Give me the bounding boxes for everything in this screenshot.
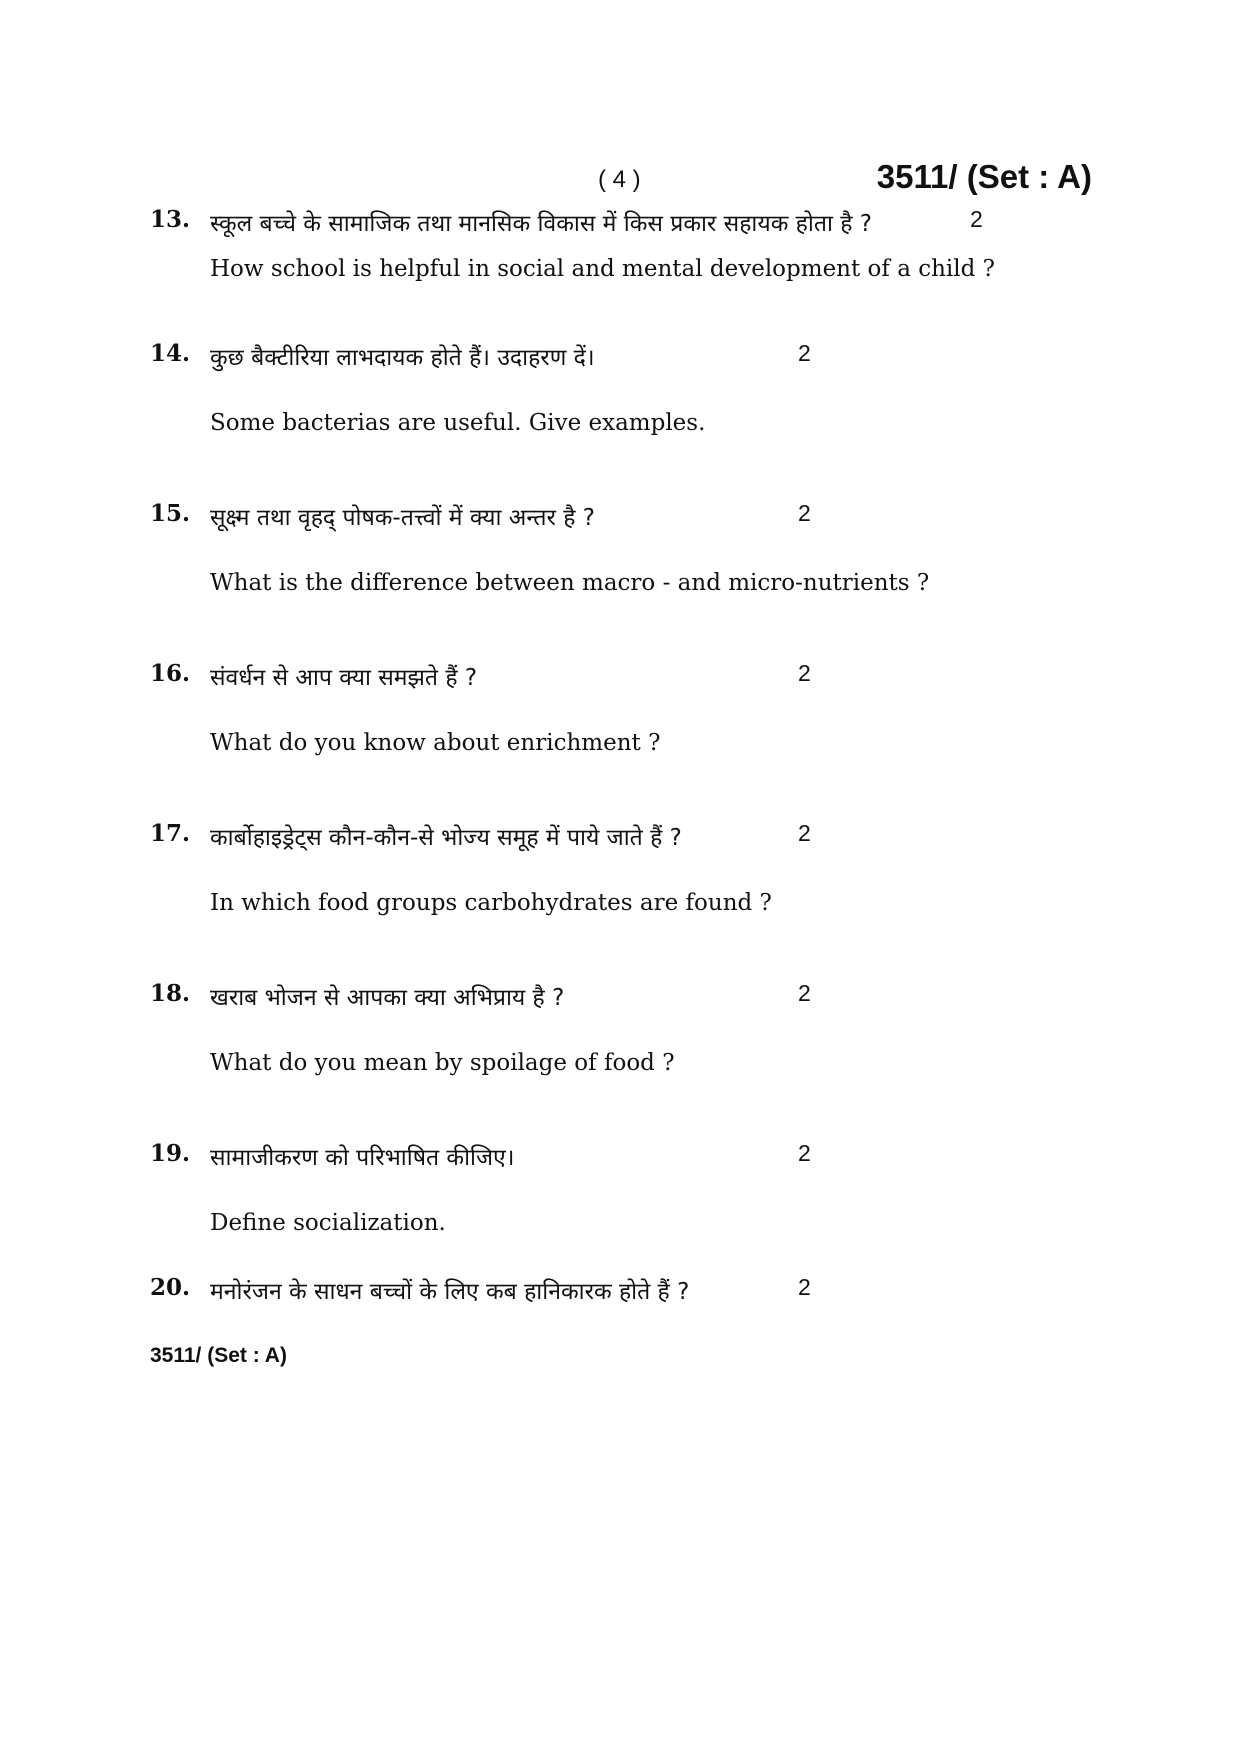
paper-code-footer: 3511/ (Set : A) bbox=[150, 1344, 287, 1367]
question-19 bbox=[150, 1140, 1050, 1236]
question-text-english: What is the difference between macro - and micro-nutrients ? bbox=[210, 570, 930, 596]
question-text-hindi: स्कूल बच्चे के सामाजिक तथा मानसिक विकास में किस प्रकार सहायक होता है ? bbox=[210, 211, 872, 237]
question-text-hindi: मनोरंजन के साधन बच्चों के लिए कब हानिकारक होते हैं ? bbox=[210, 1279, 690, 1305]
question-text-english: Some bacterias are useful. Give examples. bbox=[210, 410, 706, 436]
question-text-hindi: कुछ बैक्टीरिया लाभदायक होते हैं। उदाहरण दें। bbox=[210, 345, 595, 371]
question-number: 16. bbox=[150, 660, 191, 687]
page-number: ( 4 ) bbox=[598, 166, 641, 193]
question-text-hindi: कार्बोहाइड्रेट्स कौन-कौन-से भोज्य समूह में पाये जाते हैं ? bbox=[210, 825, 682, 851]
question-marks: 2 bbox=[798, 500, 811, 526]
question-marks: 2 bbox=[798, 1274, 811, 1300]
question-15 bbox=[150, 500, 1050, 596]
question-number: 20. bbox=[150, 1274, 191, 1301]
question-text-hindi: सूक्ष्म तथा वृहद् पोषक-तत्त्वों में क्या अन्तर है ? bbox=[210, 505, 595, 531]
question-marks: 2 bbox=[970, 206, 983, 232]
question-16 bbox=[150, 660, 1050, 756]
question-18 bbox=[150, 980, 1050, 1076]
question-marks: 2 bbox=[798, 340, 811, 366]
question-number: 17. bbox=[150, 820, 191, 847]
question-text-english: What do you mean by spoilage of food ? bbox=[210, 1050, 675, 1076]
question-14 bbox=[150, 340, 1050, 436]
question-number: 18. bbox=[150, 980, 191, 1007]
question-13 bbox=[150, 206, 1050, 282]
question-marks: 2 bbox=[798, 1140, 811, 1166]
question-text-english: Define socialization. bbox=[210, 1210, 446, 1236]
question-17 bbox=[150, 820, 1050, 916]
question-number: 19. bbox=[150, 1140, 191, 1167]
question-text-english: In which food groups carbohydrates are found ? bbox=[210, 890, 772, 916]
question-text-hindi: खराब भोजन से आपका क्या अभिप्राय है ? bbox=[210, 985, 565, 1011]
question-text-english: What do you know about enrichment ? bbox=[210, 730, 661, 756]
question-20 bbox=[150, 1274, 1050, 1314]
question-text-english: How school is helpful in social and mental development of a child ? bbox=[210, 256, 996, 282]
question-marks: 2 bbox=[798, 980, 811, 1006]
question-number: 15. bbox=[150, 500, 191, 527]
question-number: 13. bbox=[150, 206, 191, 233]
question-number: 14. bbox=[150, 340, 191, 367]
question-marks: 2 bbox=[798, 820, 811, 846]
question-text-hindi: सामाजीकरण को परिभाषित कीजिए। bbox=[210, 1145, 515, 1171]
paper-code-header: 3511/ (Set : A) bbox=[876, 158, 1092, 195]
question-text-hindi: संवर्धन से आप क्या समझते हैं ? bbox=[210, 665, 478, 691]
question-marks: 2 bbox=[798, 660, 811, 686]
